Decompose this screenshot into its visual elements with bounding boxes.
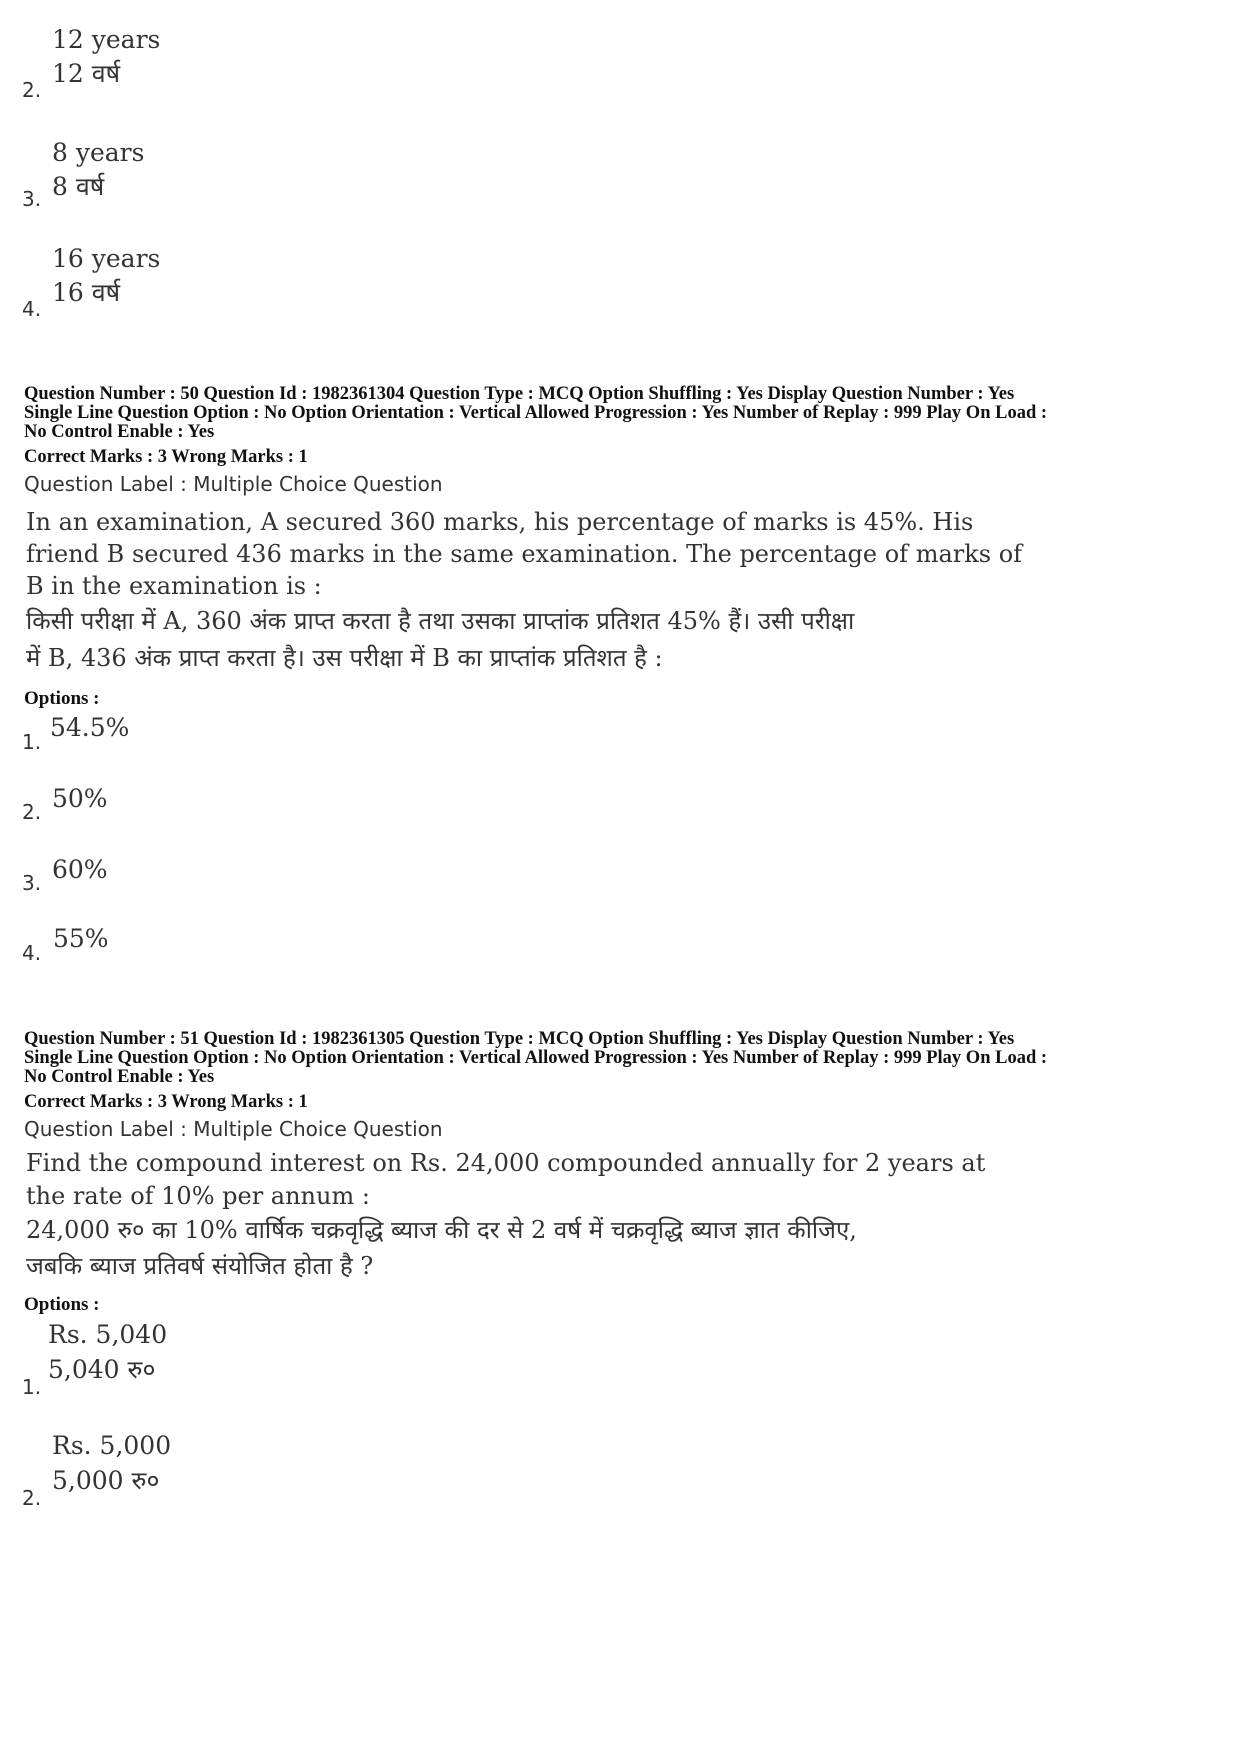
option-1-number: 1. <box>22 730 42 754</box>
question-meta-line-2: Single Line Question Option : No Option Orientation : Vertical Allowed Progression : Yes Number of Replay : 999 Play On Load : <box>24 403 1048 423</box>
question-text-hi-1: किसी परीक्षा में A, 360 अंक प्राप्त करता है तथा उसका प्राप्तांक प्रतिशत 45% हैं। उसी परीक्षा <box>26 607 855 635</box>
option-4-number: 4. <box>22 941 42 965</box>
option-3-number: 3. <box>22 871 42 895</box>
options-heading: Options : <box>24 1294 100 1315</box>
question-marks: Correct Marks : 3 Wrong Marks : 1 <box>24 1092 308 1112</box>
question-text-en-2: friend B secured 436 marks in the same examination. The percentage of marks of <box>26 540 1023 568</box>
question-label: Question Label : Multiple Choice Question <box>24 472 443 496</box>
question-meta-line-1: Question Number : 51 Question Id : 1982361305 Question Type : MCQ Option Shuffling : Yes Display Question Number : Yes <box>24 1029 1015 1049</box>
option-3-hi: 8 वर्ष <box>52 172 105 201</box>
option-4-number: 4. <box>22 297 42 321</box>
option-2-number: 2. <box>22 1486 42 1510</box>
option-1-hi: 5,040 रु० <box>48 1355 156 1384</box>
question-text-hi-1: 24,000 रु० का 10% वार्षिक चक्रवृद्धि ब्याज की दर से 2 वर्ष में चक्रवृद्धि ब्याज ज्ञात कीजिए, <box>26 1216 857 1244</box>
option-3-text: 60% <box>52 855 108 884</box>
option-2-number: 2. <box>22 800 42 824</box>
question-meta-line-1: Question Number : 50 Question Id : 1982361304 Question Type : MCQ Option Shuffling : Yes Display Question Number : Yes <box>24 384 1015 404</box>
option-2-hi: 5,000 रु० <box>52 1466 160 1495</box>
question-text-hi-2: जबकि ब्याज प्रतिवर्ष संयोजित होता है ? <box>26 1252 374 1280</box>
option-2-text: 50% <box>52 784 108 813</box>
question-text-en-1: Find the compound interest on Rs. 24,000 compounded annually for 2 years at <box>26 1149 986 1177</box>
option-3-en: 8 years <box>52 138 145 167</box>
option-1-text: 54.5% <box>50 713 130 742</box>
option-4-hi: 16 वर्ष <box>52 278 121 307</box>
option-1-number: 1. <box>22 1375 42 1399</box>
question-meta-line-3: No Control Enable : Yes <box>24 422 215 442</box>
option-2-number: 2. <box>22 78 42 102</box>
option-3-number: 3. <box>22 187 42 211</box>
question-meta-line-3: No Control Enable : Yes <box>24 1067 215 1087</box>
option-2-en: 12 years <box>52 25 161 54</box>
question-label: Question Label : Multiple Choice Question <box>24 1117 443 1141</box>
option-2-hi: 12 वर्ष <box>52 59 121 88</box>
question-text-en-3: B in the examination is : <box>26 572 322 600</box>
option-4-en: 16 years <box>52 244 161 273</box>
option-4-text: 55% <box>53 924 109 953</box>
question-text-en-1: In an examination, A secured 360 marks, his percentage of marks is 45%. His <box>26 508 974 536</box>
option-2-en: Rs. 5,000 <box>52 1431 172 1460</box>
question-meta-line-2: Single Line Question Option : No Option Orientation : Vertical Allowed Progression : Yes Number of Replay : 999 Play On Load : <box>24 1048 1048 1068</box>
question-text-en-2: the rate of 10% per annum : <box>26 1182 370 1210</box>
question-text-hi-2: में B, 436 अंक प्राप्त करता है। उस परीक्षा में B का प्राप्तांक प्रतिशत है : <box>26 644 663 672</box>
question-marks: Correct Marks : 3 Wrong Marks : 1 <box>24 447 308 467</box>
options-heading: Options : <box>24 688 100 709</box>
option-1-en: Rs. 5,040 <box>48 1320 168 1349</box>
